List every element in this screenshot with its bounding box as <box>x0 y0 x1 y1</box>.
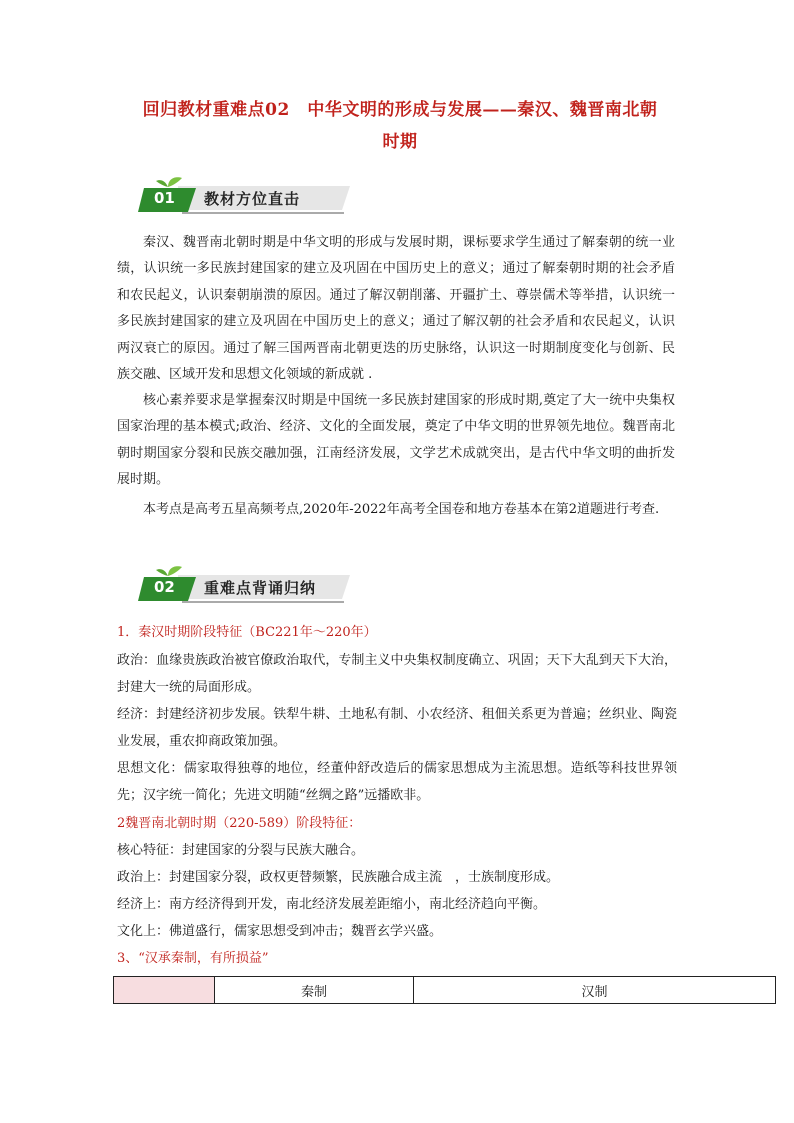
leaf-icon <box>168 177 182 187</box>
intro-paragraph-2: 核心素养要求是掌握秦汉时期是中国统一多民族封建国家的形成时期,奠定了大一统中央集权国家治理的基本模式;政治、经济、文化的全面发展，奠定了中华文明的世界领先地位。魏晋南北朝时期国家分裂和民族交融加强，江南经济发展，文学艺术成就突出，是古代中华文明的曲折发展时期。 <box>117 393 675 488</box>
table-header-row <box>114 977 776 1004</box>
point-politics-2: 政治上：封建国家分裂，政权更替频繁，民族融合成主流 ，士族制度形成。 <box>117 870 560 885</box>
page-title-line1: 回归教材重难点02 中华文明的形成与发展——秦汉、魏晋南北朝 <box>142 100 658 120</box>
section-number: 01 <box>154 189 175 207</box>
point-culture: 思想文化：儒家取得独尊的地位，经董仲舒改造后的儒家思想成为主流思想。造纸等科技世界领先；汉字统一简化；先进文明随“丝绸之路”远播欧非。 <box>117 761 677 803</box>
point-economy: 经济：封建经济初步发展。铁犁牛耕、土地私有制、小农经济、租佃关系更为普遍；丝织业、陶瓷业发展，重农抑商政策加强。 <box>117 707 677 749</box>
table-header-han: 汉制 <box>414 977 776 1004</box>
point-heading-1: 1．秦汉时期阶段特征（BC221年～220年） <box>117 625 377 640</box>
table-header-qin: 秦制 <box>215 977 414 1004</box>
section-banner-2 <box>138 565 398 605</box>
leaf-icon <box>168 566 182 576</box>
section-title: 教材方位直击 <box>204 190 301 208</box>
point-economy-2: 经济上：南方经济得到开发，南北经济发展差距缩小，南北经济趋向平衡。 <box>117 897 547 912</box>
point-culture-2: 文化上：佛道盛行，儒家思想受到冲击；魏晋玄学兴盛。 <box>117 924 443 939</box>
section-banner-1 <box>138 176 398 216</box>
intro-paragraph-1: 秦汉、魏晋南北朝时期是中华文明的形成与发展时期，课标要求学生通过了解秦朝的统一业绩，认识统一多民族封建国家的建立及巩固在中国历史上的意义；通过了解秦朝时期的社会矛盾和农民起义，认识秦朝崩溃的原因。通过了解汉朝削藩、开疆扩土、尊崇儒术等举措，认识统一多民族封建国家的建立及巩固在中国历史上的意义；通过了解汉朝的社会矛盾和农民起义，认识两汉衰亡的原因。通过了解三国两晋南北朝更迭的历史脉络，认识这一时期制度变化与创新、民族交融、区域开发和思想文化领域的新成就 . <box>117 235 675 383</box>
section-number: 02 <box>154 578 175 596</box>
page-title-line2: 时期 <box>382 132 418 152</box>
point-politics: 政治：血缘贵族政治被官僚政治取代，专制主义中央集权制度确立、巩固；天下大乱到天下大治，封建大一统的局面形成。 <box>117 653 677 695</box>
page-title <box>120 94 680 158</box>
section-title: 重难点背诵归纳 <box>204 579 317 597</box>
comparison-table <box>113 976 776 1004</box>
table-header-empty <box>114 977 215 1004</box>
point-heading-3: 3、“汉承秦制，有所损益” <box>117 951 269 966</box>
point-heading-2: 2魏晋南北朝时期（220-589）阶段特征： <box>117 816 362 831</box>
intro-paragraph-3: 本考点是高考五星高频考点,2020年-2022年高考全国卷和地方卷基本在第2道题进行考查. <box>143 502 660 517</box>
point-core: 核心特征：封建国家的分裂与民族大融合。 <box>117 843 365 858</box>
